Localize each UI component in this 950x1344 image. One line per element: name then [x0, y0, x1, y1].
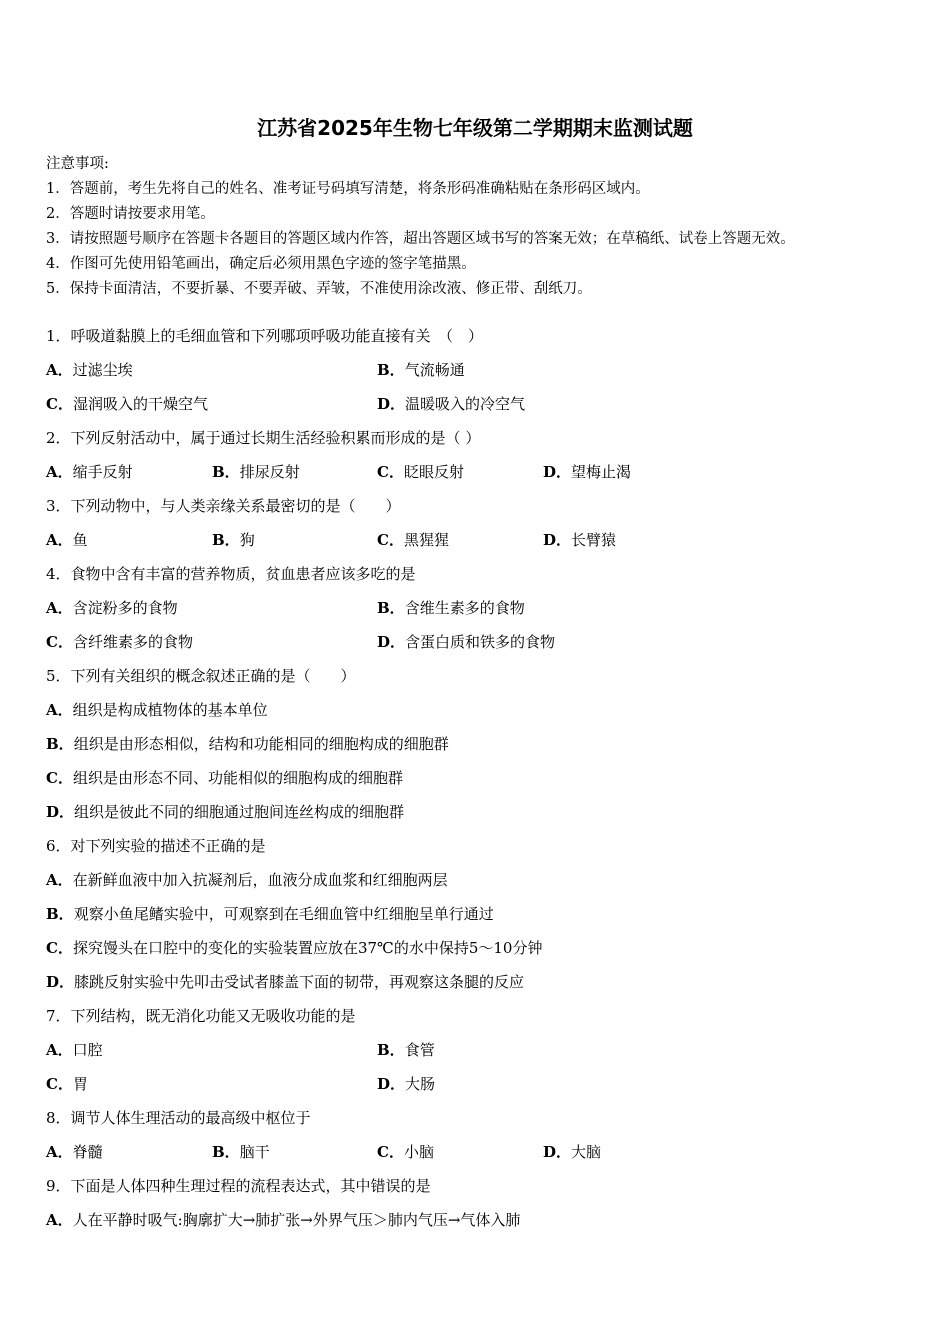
option: A．脊髓: [46, 1143, 103, 1161]
option: B．含维生素多的食物: [377, 599, 525, 617]
option-row: [46, 1138, 926, 1172]
question-stem: 5．下列有关组织的概念叙述正确的是（ ）: [46, 667, 356, 685]
question-stem: 7．下列结构，既无消化功能又无吸收功能的是: [46, 1007, 356, 1025]
option: D．望梅止渴: [543, 463, 632, 481]
question-stem: 8．调节人体生理活动的最高级中枢位于: [46, 1109, 311, 1127]
note-item: 3．请按照题号顺序在答题卡各题目的答题区域内作答，超出答题区域书写的答案无效；在草稿纸、试卷上答题无效。: [46, 231, 795, 247]
questions-section: [46, 322, 926, 1240]
question-stem: 3．下列动物中，与人类亲缘关系最密切的是（ ）: [46, 497, 401, 515]
option: C．黑猩猩: [377, 531, 449, 549]
option: D．大肠: [377, 1075, 436, 1093]
option-row: [46, 458, 926, 492]
option: A．在新鲜血液中加入抗凝剂后，血液分成血浆和红细胞两层: [46, 871, 448, 889]
notes-heading: 注意事项:: [46, 156, 109, 172]
option: D．组织是彼此不同的细胞通过胞间连丝构成的细胞群: [46, 803, 405, 821]
option: D．温暖吸入的冷空气: [377, 395, 526, 413]
note-item: 2．答题时请按要求用笔。: [46, 206, 215, 222]
question-stem: 4．食物中含有丰富的营养物质，贫血患者应该多吃的是: [46, 565, 416, 583]
option: C．组织是由形态不同、功能相似的细胞构成的细胞群: [46, 769, 403, 787]
option-row: [46, 1070, 926, 1104]
option: B．观察小鱼尾鳍实验中，可观察到在毛细血管中红细胞呈单行通过: [46, 905, 494, 923]
option: C．小脑: [377, 1143, 434, 1161]
option: A．过滤尘埃: [46, 361, 133, 379]
option-row: [46, 1036, 926, 1070]
page-title: 江苏省2025年生物七年级第二学期期末监测试题: [257, 116, 693, 140]
option: A．鱼: [46, 531, 88, 549]
option: B．组织是由形态相似，结构和功能相同的细胞构成的细胞群: [46, 735, 449, 753]
question-stem: 9．下面是人体四种生理过程的流程表达式，其中错误的是: [46, 1177, 431, 1195]
question-stem: 6．对下列实验的描述不正确的是: [46, 837, 266, 855]
option: A．组织是构成植物体的基本单位: [46, 701, 268, 719]
option: D．大脑: [543, 1143, 602, 1161]
option: C．湿润吸入的干燥空气: [46, 395, 208, 413]
question-stem: 2．下列反射活动中，属于通过长期生活经验积累而形成的是（ ）: [46, 429, 481, 447]
option-row: [46, 628, 926, 662]
option-row: [46, 390, 926, 424]
option: C．眨眼反射: [377, 463, 464, 481]
option: C．胃: [46, 1075, 88, 1093]
option-row: [46, 356, 926, 390]
option: A．人在平静时吸气:胸廓扩大→肺扩张→外界气压＞肺内气压→气体入肺: [46, 1211, 521, 1229]
option-row: [46, 594, 926, 628]
option: A．缩手反射: [46, 463, 133, 481]
question-stem: 1．呼吸道黏膜上的毛细血管和下列哪项呼吸功能直接有关 （ ）: [46, 327, 484, 345]
option: B．脑干: [212, 1143, 270, 1161]
option: B．气流畅通: [377, 361, 465, 379]
option: A．含淀粉多的食物: [46, 599, 178, 617]
option: B．食管: [377, 1041, 435, 1059]
option: B．狗: [212, 531, 255, 549]
option: C．含纤维素多的食物: [46, 633, 193, 651]
note-item: 5．保持卡面清洁，不要折暴、不要弄破、弄皱，不准使用涂改液、修正带、刮纸刀。: [46, 281, 592, 297]
notes-section: [46, 152, 926, 302]
option: D．长臂猿: [543, 531, 617, 549]
option: B．排尿反射: [212, 463, 300, 481]
option: D．含蛋白质和铁多的食物: [377, 633, 556, 651]
note-item: 1．答题前，考生先将自己的姓名、准考证号码填写清楚，将条形码准确粘贴在条形码区域内。: [46, 181, 650, 197]
option: D．膝跳反射实验中先叩击受试者膝盖下面的韧带，再观察这条腿的反应: [46, 973, 525, 991]
note-item: 4．作图可先使用铅笔画出，确定后必须用黑色字迹的签字笔描黑。: [46, 256, 476, 272]
option: C．探究馒头在口腔中的变化的实验装置应放在37℃的水中保持5～10分钟: [46, 939, 543, 957]
option: A．口腔: [46, 1041, 103, 1059]
option-row: [46, 526, 926, 560]
